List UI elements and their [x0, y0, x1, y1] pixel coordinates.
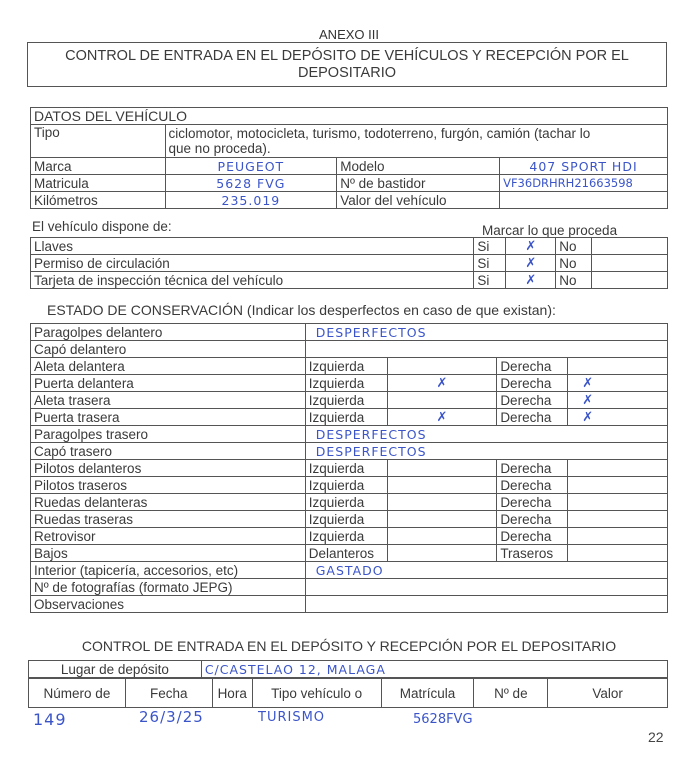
left-checkbox[interactable]: [387, 528, 497, 545]
form-title-line2: DEPOSITARIO: [297, 65, 397, 81]
deposit-numero-value: 149: [33, 710, 67, 729]
left-checkbox[interactable]: ✗: [387, 375, 497, 392]
left-checkbox[interactable]: [387, 477, 497, 494]
condition-notes-field[interactable]: [305, 579, 667, 596]
condition-row: [31, 579, 668, 596]
vehicle-data-table: [30, 107, 668, 209]
deposit-tipo-value: TURISMO: [258, 710, 326, 725]
condition-heading: [47, 302, 556, 318]
marca-field[interactable]: PEUGEOT: [165, 158, 337, 175]
left-checkbox[interactable]: [387, 392, 497, 409]
bastidor-field[interactable]: VF36DRHRH21663598: [500, 175, 668, 192]
matricula-label: Matricula: [31, 175, 166, 192]
condition-row: [31, 358, 668, 375]
equipment-row: [31, 272, 668, 289]
deposit-column-header: Matrícula: [381, 679, 474, 708]
valor-label: Valor del vehículo: [337, 192, 500, 209]
condition-row: [31, 596, 668, 613]
condition-row: [31, 494, 668, 511]
right-checkbox[interactable]: [568, 494, 668, 511]
condition-label: Observaciones: [31, 596, 306, 613]
km-label: Kilómetros: [31, 192, 166, 209]
deposit-column-header: Tipo vehículo o: [252, 679, 381, 708]
yes-label: Si: [474, 238, 506, 255]
tipo-options-line1: ciclomotor, motocicleta, turismo, todoterreno, furgón, camión (tachar lo: [168, 126, 591, 141]
tipo-options-line2: que no proceda).: [168, 141, 271, 156]
deposit-column-header: Nº de: [474, 679, 548, 708]
condition-row: [31, 341, 668, 358]
left-checkbox[interactable]: [387, 358, 497, 375]
condition-label: Capó trasero: [31, 443, 306, 460]
right-checkbox[interactable]: [568, 477, 668, 494]
form-title: [27, 42, 667, 87]
deposit-fecha-value: 26/3/25: [139, 708, 204, 726]
condition-row: [31, 562, 668, 579]
tipo-label: Tipo: [31, 125, 166, 158]
condition-row: [31, 375, 668, 392]
left-label: Izquierda: [305, 494, 387, 511]
condition-label: Pilotos traseros: [31, 477, 306, 494]
lugar-field[interactable]: C/CASTELAO 12, MALAGA: [201, 661, 667, 678]
left-checkbox[interactable]: [387, 494, 497, 511]
condition-row: [31, 528, 668, 545]
condition-label: Pilotos delanteros: [31, 460, 306, 477]
condition-label: Nº de fotografías (formato JEPG): [31, 579, 306, 596]
yes-checkbox[interactable]: ✗: [506, 238, 556, 255]
yes-label: Si: [474, 255, 506, 272]
deposit-column-header: Valor: [548, 679, 668, 708]
condition-row: [31, 426, 668, 443]
page-number: 22: [648, 729, 664, 745]
condition-row: [31, 477, 668, 494]
condition-row: [31, 409, 668, 426]
condition-row: [31, 443, 668, 460]
deposit-columns-table: [28, 678, 668, 708]
right-label: Derecha: [497, 409, 568, 426]
condition-heading-main: ESTADO DE CONSERVACIÓN: [47, 302, 244, 318]
rear-checkbox[interactable]: [568, 545, 668, 562]
condition-notes-field[interactable]: DESPERFECTOS: [305, 426, 667, 443]
left-label: Izquierda: [305, 477, 387, 494]
modelo-field[interactable]: 407 SPORT HDI: [500, 158, 668, 175]
annex-label: ANEXO III: [319, 27, 379, 42]
deposit-matricula-value: 5628FVG: [413, 712, 473, 727]
condition-row: [31, 392, 668, 409]
left-checkbox[interactable]: [387, 511, 497, 528]
condition-label: Paragolpes delantero: [31, 324, 306, 341]
condition-notes-field[interactable]: [305, 341, 667, 358]
equipment-instruction: Marcar lo que proceda: [482, 223, 618, 238]
yes-label: Si: [474, 272, 506, 289]
right-checkbox[interactable]: ✗: [568, 375, 668, 392]
no-checkbox[interactable]: [592, 272, 668, 289]
deposit-column-header: Hora: [212, 679, 252, 708]
condition-row: [31, 545, 668, 562]
right-label: Derecha: [497, 511, 568, 528]
tipo-options: [165, 125, 667, 158]
left-checkbox[interactable]: [387, 460, 497, 477]
condition-heading-note: (Indicar los desperfectos en caso de que existan):: [243, 302, 556, 318]
no-checkbox[interactable]: [592, 238, 668, 255]
no-label: No: [556, 272, 592, 289]
right-label: Derecha: [497, 392, 568, 409]
vehicle-data-heading: DATOS DEL VEHÍCULO: [31, 108, 668, 125]
deposit-column-header: Fecha: [125, 679, 212, 708]
condition-notes-field[interactable]: DESPERFECTOS: [305, 324, 667, 341]
equipment-label: Llaves: [31, 238, 474, 255]
equipment-intro: El vehículo dispone de:: [32, 219, 172, 234]
condition-label: Paragolpes trasero: [31, 426, 306, 443]
condition-label: Puerta delantera: [31, 375, 306, 392]
condition-label: Ruedas traseras: [31, 511, 306, 528]
right-label: Derecha: [497, 494, 568, 511]
condition-label: Aleta delantera: [31, 358, 306, 375]
no-checkbox[interactable]: [592, 255, 668, 272]
condition-label: Bajos: [31, 545, 306, 562]
right-checkbox[interactable]: [568, 358, 668, 375]
condition-notes-field[interactable]: GASTADO: [305, 562, 667, 579]
left-label: Izquierda: [305, 460, 387, 477]
right-checkbox[interactable]: ✗: [568, 392, 668, 409]
equipment-row: [31, 238, 668, 255]
valor-field[interactable]: [500, 192, 668, 209]
rear-label: Traseros: [497, 545, 568, 562]
right-label: Derecha: [497, 358, 568, 375]
no-label: No: [556, 238, 592, 255]
km-field[interactable]: 235.019: [165, 192, 337, 209]
deposit-heading: CONTROL DE ENTRADA EN EL DEPÓSITO Y RECEPCIÓN POR EL DEPOSITARIO: [81, 638, 617, 654]
yes-checkbox[interactable]: ✗: [506, 255, 556, 272]
front-checkbox[interactable]: [387, 545, 497, 562]
right-label: Derecha: [497, 375, 568, 392]
marca-label: Marca: [31, 158, 166, 175]
condition-row: [31, 460, 668, 477]
left-label: Izquierda: [305, 511, 387, 528]
condition-row: [31, 511, 668, 528]
condition-label: Puerta trasera: [31, 409, 306, 426]
right-label: Derecha: [497, 460, 568, 477]
condition-label: Ruedas delanteras: [31, 494, 306, 511]
equipment-table: [30, 237, 668, 289]
right-checkbox[interactable]: [568, 528, 668, 545]
condition-label: Interior (tapicería, accesorios, etc): [31, 562, 306, 579]
deposit-column-header: Número de: [29, 679, 126, 708]
condition-notes-field[interactable]: [305, 596, 667, 613]
right-checkbox[interactable]: [568, 511, 668, 528]
right-checkbox[interactable]: ✗: [568, 409, 668, 426]
right-label: Derecha: [497, 528, 568, 545]
left-label: Izquierda: [305, 358, 387, 375]
lugar-label: Lugar de depósito: [29, 661, 202, 678]
equipment-row: [31, 255, 668, 272]
matricula-field[interactable]: 5628 FVG: [165, 175, 337, 192]
bastidor-label: Nº de bastidor: [337, 175, 500, 192]
condition-notes-field[interactable]: DESPERFECTOS: [305, 443, 667, 460]
condition-table: [30, 323, 668, 613]
condition-label: Capó delantero: [31, 341, 306, 358]
right-label: Derecha: [497, 477, 568, 494]
no-label: No: [556, 255, 592, 272]
yes-checkbox[interactable]: ✗: [506, 272, 556, 289]
condition-label: Retrovisor: [31, 528, 306, 545]
condition-row: [31, 324, 668, 341]
condition-label: Aleta trasera: [31, 392, 306, 409]
left-checkbox[interactable]: ✗: [387, 409, 497, 426]
left-label: Izquierda: [305, 392, 387, 409]
left-label: Izquierda: [305, 409, 387, 426]
modelo-label: Modelo: [337, 158, 500, 175]
form-title-line1: CONTROL DE ENTRADA EN EL DEPÓSITO DE VEHÍCULOS Y RECEPCIÓN POR EL: [65, 48, 629, 64]
equipment-label: Tarjeta de inspección técnica del vehículo: [31, 272, 474, 289]
right-checkbox[interactable]: [568, 460, 668, 477]
left-label: Izquierda: [305, 375, 387, 392]
front-label: Delanteros: [305, 545, 387, 562]
deposit-lugar-table: [28, 660, 668, 678]
equipment-label: Permiso de circulación: [31, 255, 474, 272]
left-label: Izquierda: [305, 528, 387, 545]
